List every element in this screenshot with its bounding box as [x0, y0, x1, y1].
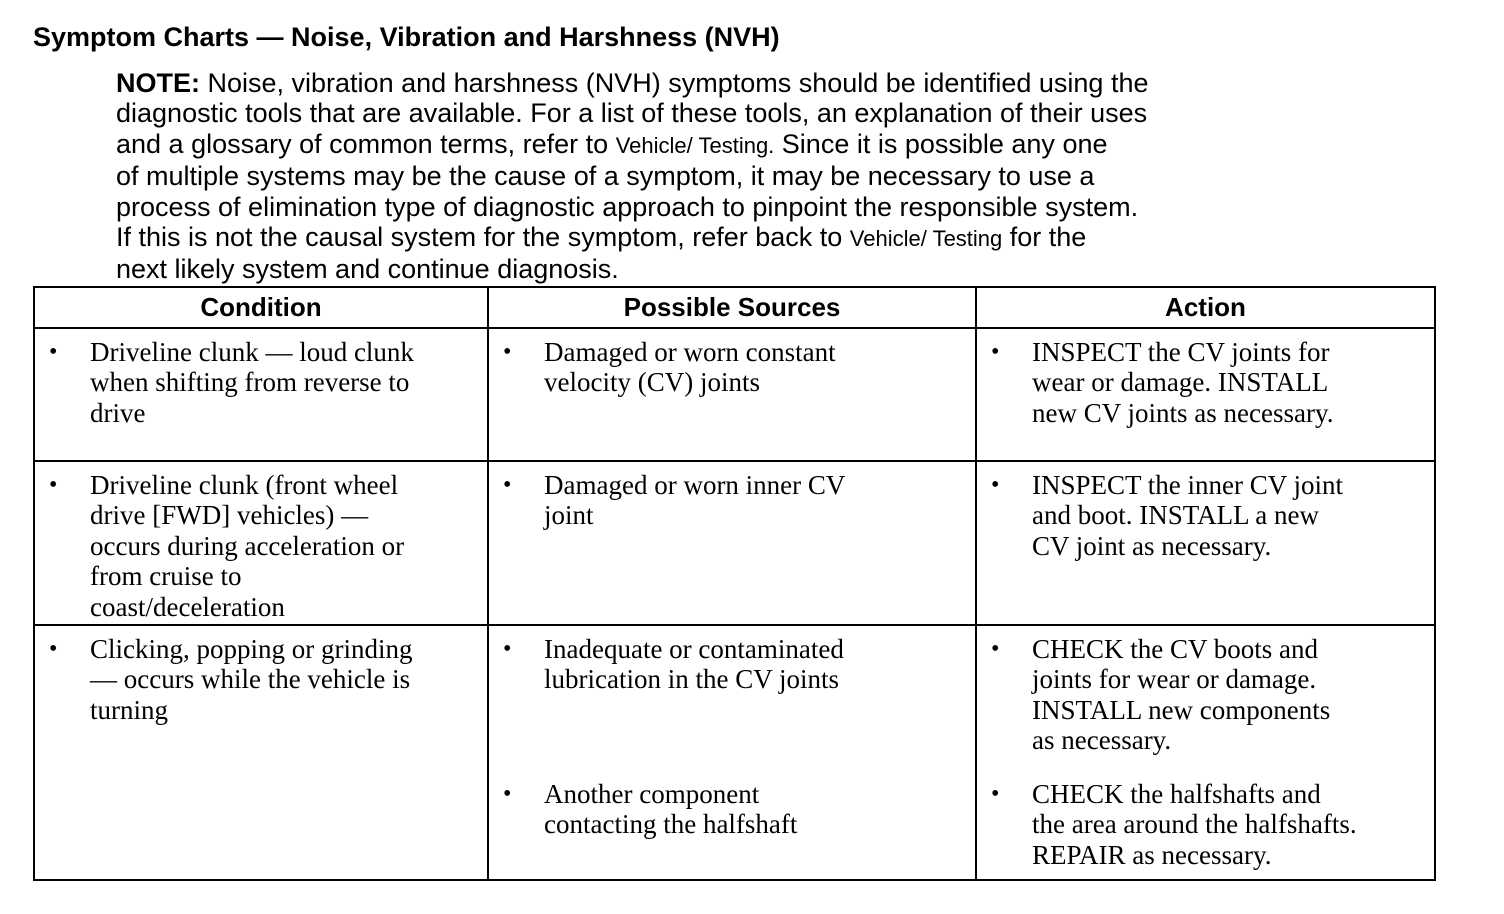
- bullet-icon: •: [503, 339, 512, 365]
- note-line-3: and a glossary of common terms, refer to Vehicle/ Testing. Since it is possible any one: [116, 128, 1108, 159]
- bullet-icon: •: [49, 339, 58, 365]
- condition-item: • Driveline clunk (front wheel drive [FWD] vehicles) — occurs during acceleration or from cruise to coast/deceleration: [49, 470, 405, 622]
- header-condition: Condition: [34, 287, 488, 328]
- condition-cell: [34, 461, 488, 625]
- bullet-icon: •: [991, 781, 1000, 807]
- header-action: Action: [976, 287, 1435, 328]
- action-item: • CHECK the halfshafts and the area around the halfshafts. REPAIR as necessary.: [991, 779, 1357, 870]
- note-label: NOTE:: [116, 68, 200, 98]
- table-row: [34, 461, 1435, 625]
- action-item: • CHECK the CV boots and joints for wear or damage. INSTALL new components as necessary.: [991, 634, 1331, 756]
- reference-vehicle-testing-1[interactable]: Vehicle/ Testing.: [615, 132, 775, 158]
- source-item: • Damaged or worn constant velocity (CV) joints: [503, 337, 836, 398]
- bullet-icon: •: [503, 472, 512, 498]
- bullet-icon: •: [49, 472, 58, 498]
- bullet-icon: •: [503, 636, 512, 662]
- sources-cell: [488, 625, 976, 880]
- action-item: • INSPECT the CV joints for wear or damage. INSTALL new CV joints as necessary.: [991, 337, 1334, 428]
- condition-item: • Driveline clunk — loud clunk when shifting from reverse to drive: [49, 337, 414, 428]
- bullet-icon: •: [991, 636, 1000, 662]
- action-cell: [976, 625, 1435, 880]
- source-item: • Another component contacting the halfshaft: [503, 779, 798, 840]
- page-title: Symptom Charts — Noise, Vibration and Harshness (NVH): [33, 22, 780, 52]
- symptom-chart-table: [33, 286, 1436, 881]
- bullet-icon: •: [991, 472, 1000, 498]
- condition-item: • Clicking, popping or grinding — occurs while the vehicle is turning: [49, 634, 413, 725]
- source-item: • Damaged or worn inner CV joint: [503, 470, 846, 531]
- note-paragraph: [116, 68, 1366, 285]
- note-line-4: of multiple systems may be the cause of a symptom, it may be necessary to use a: [116, 161, 1095, 192]
- bullet-icon: •: [991, 339, 1000, 365]
- bullet-icon: •: [49, 636, 58, 662]
- note-line-6: If this is not the causal system for the symptom, refer back to Vehicle/ Testing for the: [116, 222, 1087, 253]
- bullet-icon: •: [503, 781, 512, 807]
- condition-cell: [34, 625, 488, 880]
- note-line-5: process of elimination type of diagnostic approach to pinpoint the responsible system.: [116, 191, 1139, 222]
- sources-cell: [488, 328, 976, 461]
- table-header-row: [34, 287, 1435, 328]
- note-line-2: diagnostic tools that are available. For a list of these tools, an explanation of their uses: [116, 98, 1148, 129]
- table-row: [34, 328, 1435, 461]
- sources-cell: [488, 461, 976, 625]
- table-row: [34, 625, 1435, 880]
- source-item: • Inadequate or contaminated lubrication in the CV joints: [503, 634, 844, 695]
- note-line-7: next likely system and continue diagnosis.: [116, 254, 619, 285]
- action-item: • INSPECT the inner CV joint and boot. INSTALL a new CV joint as necessary.: [991, 470, 1344, 561]
- reference-vehicle-testing-2[interactable]: Vehicle/ Testing: [849, 226, 1003, 252]
- condition-cell: [34, 328, 488, 461]
- header-possible-sources: Possible Sources: [488, 287, 976, 328]
- action-cell: [976, 461, 1435, 625]
- action-cell: [976, 328, 1435, 461]
- note-line-1: NOTE: Noise, vibration and harshness (NVH) symptoms should be identified using the: [116, 68, 1149, 98]
